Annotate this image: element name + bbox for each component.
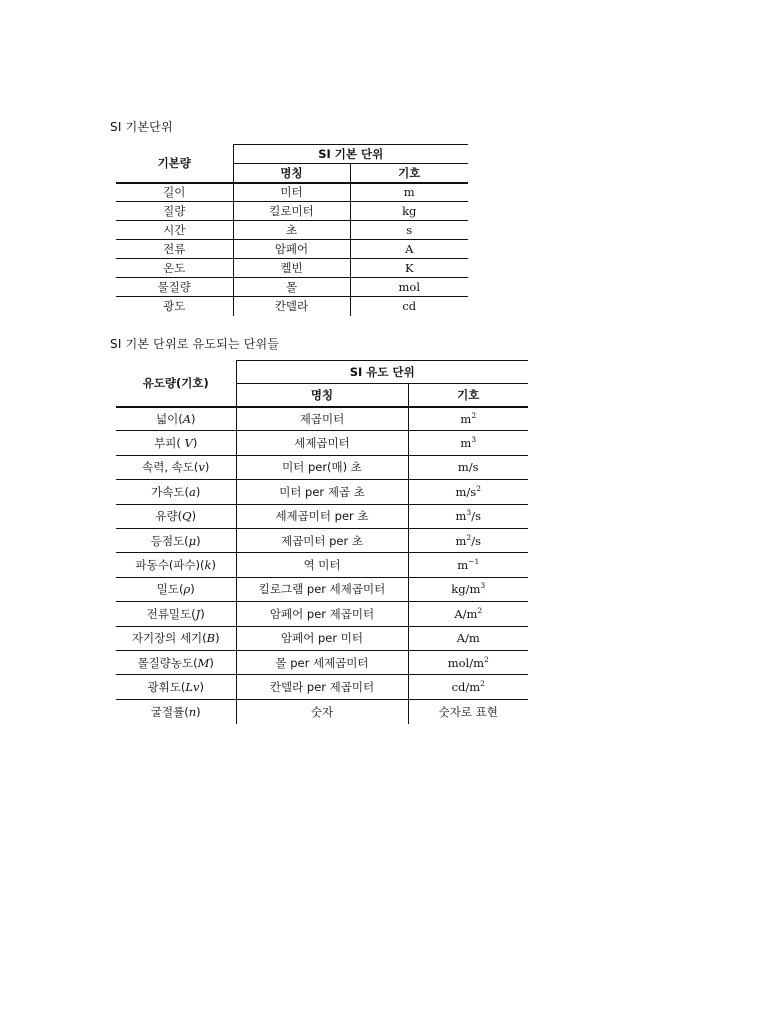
symbol-exponent: −1: [468, 557, 480, 567]
quantity-symbol: n: [188, 704, 197, 719]
table-row: [116, 297, 468, 316]
unit-name-cell: 미터 per 제곱 초: [236, 480, 408, 504]
symbol-exponent: 2: [471, 411, 477, 421]
unit-symbol-cell: cd: [402, 299, 417, 314]
symbol-base: kg/m: [451, 582, 481, 597]
unit-symbol-cell: [408, 504, 528, 528]
header-symbol: 기호: [350, 164, 468, 183]
derived-quantity-cell: 파동수(파수)(k): [116, 553, 236, 577]
unit-name-cell: 켈빈: [233, 259, 350, 278]
quantity-symbol: A: [182, 411, 192, 426]
derived-quantity-cell: 유량(Q): [116, 504, 236, 528]
symbol-tail: /s: [471, 533, 481, 548]
quantity-label: 자기장의 세기: [131, 631, 203, 646]
unit-symbol-cell: [408, 407, 528, 431]
symbol-exponent: 2: [480, 679, 485, 689]
quantity-cell: 물질량: [116, 278, 233, 297]
unit-name-cell: 칸델라 per 제곱미터: [236, 675, 408, 699]
unit-symbol-cell: A: [350, 240, 468, 259]
unit-symbol-cell: [408, 528, 528, 552]
quantity-symbol: M: [197, 655, 210, 670]
quantity-label: 부피: [154, 436, 177, 451]
header-name: 명칭: [233, 164, 350, 183]
symbol-base: m: [455, 533, 467, 548]
table-row: [116, 650, 528, 674]
quantity-cell: 광도: [116, 297, 233, 316]
unit-name-cell: 숫자: [236, 699, 408, 723]
table-row: [116, 504, 528, 528]
quantity-label: 굴절률: [150, 704, 185, 719]
quantity-label: 광휘도: [147, 679, 181, 694]
quantity-label: 몰질량농도: [137, 655, 194, 670]
quantity-cell: 온도: [116, 259, 233, 278]
si-base-units-table: [116, 144, 468, 316]
table-row: [116, 221, 468, 240]
quantity-symbol: V: [180, 436, 193, 451]
unit-symbol-cell: [408, 699, 528, 723]
symbol-base: m/s: [457, 460, 479, 475]
derived-quantity-cell: 광휘도(Lv): [116, 675, 236, 699]
derived-quantity-cell: 굴절률(n): [116, 699, 236, 723]
unit-name-cell: 킬로미터: [233, 202, 350, 221]
header-name: 명칭: [236, 384, 408, 407]
unit-name-cell: 세제곱미터 per 초: [236, 504, 408, 528]
symbol-base: mol/m: [447, 655, 484, 670]
unit-name-cell: 암페어: [233, 240, 350, 259]
table-row: [116, 577, 528, 601]
unit-name-cell: 암페어 per 미터: [236, 626, 408, 650]
symbol-exponent: 2: [477, 605, 483, 615]
quantity-symbol: B: [206, 631, 216, 646]
unit-name-cell: 몰: [233, 278, 350, 297]
symbol-base: A/m: [454, 606, 478, 621]
derived-quantity-cell: 밀도(ρ): [116, 577, 236, 601]
unit-symbol-cell: s: [350, 221, 468, 240]
symbol-base: m: [460, 411, 472, 426]
unit-name-cell: 미터: [233, 183, 350, 202]
table-row: [116, 259, 468, 278]
quantity-label: 속력, 속도: [142, 460, 194, 475]
unit-name-cell: 제곱미터: [236, 407, 408, 431]
unit-name-cell: 칸델라: [233, 297, 350, 316]
quantity-cell: 전류: [116, 240, 233, 259]
quantity-symbol: k: [204, 558, 212, 573]
table-row: [116, 455, 528, 479]
unit-symbol-cell: [408, 480, 528, 504]
unit-symbol-cell: [408, 626, 528, 650]
table-row: [116, 202, 468, 221]
symbol-exponent: 2: [484, 654, 489, 664]
derived-quantity-cell: 가속도(a): [116, 480, 236, 504]
table-row: [116, 407, 528, 431]
derived-quantity-cell: 부피( V): [116, 431, 236, 455]
unit-name-cell: 암페어 per 제곱미터: [236, 602, 408, 626]
quantity-label: 밀도: [156, 582, 179, 597]
derived-quantity-cell: 몰질량농도(M): [116, 650, 236, 674]
derived-quantity-cell: 넓이(A): [116, 407, 236, 431]
derived-quantity-cell: 전류밀도(J): [116, 602, 236, 626]
symbol-exponent: 3: [471, 435, 477, 445]
unit-name-cell: 몰 per 세제곱미터: [236, 650, 408, 674]
symbol-exponent: 3: [480, 581, 486, 591]
symbol-base: A/m: [456, 631, 480, 646]
table-row: [116, 278, 468, 297]
unit-symbol-cell: [408, 675, 528, 699]
unit-symbol-cell: K: [350, 259, 468, 278]
symbol-tail: /s: [471, 509, 481, 524]
unit-symbol-cell: mol: [350, 278, 468, 297]
header-quantity: 기본량: [116, 145, 233, 183]
header-group: SI 기본 단위: [233, 145, 468, 164]
quantity-symbol: J: [195, 606, 201, 621]
symbol-exponent: 2: [476, 484, 481, 494]
symbol-base: cd/m: [451, 679, 481, 694]
header-symbol: 기호: [408, 384, 528, 407]
unit-name-cell: 역 미터: [236, 553, 408, 577]
symbol-exponent: 3: [466, 508, 472, 518]
quantity-symbol: μ: [188, 533, 197, 548]
derived-quantity-cell: 자기장의 세기(B): [116, 626, 236, 650]
quantity-label: 파동수(파수): [135, 558, 201, 573]
quantity-symbol: ρ: [183, 582, 191, 597]
symbol-base: 숫자로 표현: [438, 704, 498, 719]
quantity-cell: 질량: [116, 202, 233, 221]
header-group: SI 유도 단위: [236, 361, 528, 384]
quantity-symbol: Q: [182, 509, 192, 524]
symbol-base: m: [457, 558, 469, 573]
unit-name-cell: 초: [233, 221, 350, 240]
quantity-label: 전류밀도: [146, 606, 192, 621]
symbol-exponent: 2: [466, 532, 472, 542]
table-row: [116, 626, 528, 650]
unit-name-cell: 킬로그램 per 세제곱미터: [236, 577, 408, 601]
quantity-symbol: v: [198, 460, 205, 475]
quantity-cell: 길이: [116, 183, 233, 202]
unit-name-cell: 세제곱미터: [236, 431, 408, 455]
unit-symbol-cell: [408, 650, 528, 674]
quantity-label: 넓이: [155, 411, 179, 426]
table-row: [116, 480, 528, 504]
quantity-cell: 시간: [116, 221, 233, 240]
quantity-symbol: Lv: [185, 679, 200, 694]
symbol-base: m/s: [455, 484, 477, 499]
unit-symbol-cell: [408, 553, 528, 577]
derived-quantity-cell: 등점도(μ): [116, 528, 236, 552]
unit-symbol-cell: [408, 577, 528, 601]
symbol-base: m: [455, 509, 467, 524]
table-row: [116, 528, 528, 552]
unit-symbol-cell: [408, 431, 528, 455]
section-title-base-units: SI 기본단위: [110, 120, 173, 134]
unit-symbol-cell: m: [350, 183, 468, 202]
table-row: [116, 240, 468, 259]
quantity-label: 가속도: [151, 484, 185, 499]
symbol-base: m: [460, 436, 472, 451]
quantity-label: 등점도: [150, 533, 185, 548]
unit-name-cell: 제곱미터 per 초: [236, 528, 408, 552]
table-row: [116, 431, 528, 455]
table-row: [116, 553, 528, 577]
header-quantity: 유도량(기호): [116, 361, 236, 407]
quantity-label: 유량: [155, 509, 178, 524]
unit-symbol-cell: [408, 455, 528, 479]
quantity-symbol: a: [188, 484, 196, 499]
unit-symbol-cell: [408, 602, 528, 626]
derived-quantity-cell: 속력, 속도(v): [116, 455, 236, 479]
table-row: [116, 699, 528, 723]
unit-symbol-cell: kg: [350, 202, 468, 221]
unit-name-cell: 미터 per(매) 초: [236, 455, 408, 479]
table-row: [116, 602, 528, 626]
table-row: [116, 675, 528, 699]
si-derived-units-table: [116, 360, 528, 724]
table-row: [116, 183, 468, 202]
section-title-derived-units: SI 기본 단위로 유도되는 단위들: [110, 337, 280, 351]
